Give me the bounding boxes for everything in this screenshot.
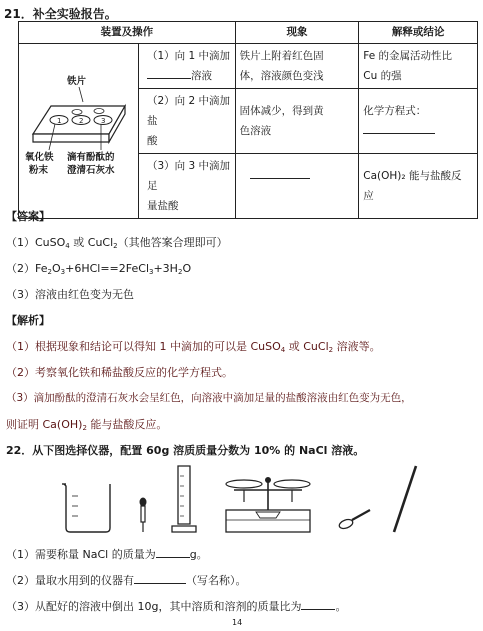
balance-scale-icon	[226, 477, 310, 532]
page-number: 14	[232, 618, 243, 627]
dropper-icon	[140, 498, 147, 533]
explanation-2-line2	[363, 121, 473, 141]
phenomenon-2-line1: 固体减少，得到黄	[239, 105, 324, 117]
label-limewater: 澄清石灰水	[67, 165, 115, 176]
header-explanation: 解释或结论	[359, 22, 478, 44]
well-number-3: 3	[101, 117, 106, 125]
q22-sub-2: （2）量取水用到的仪器有 （写名称）。	[6, 574, 247, 587]
answer-1: （1）CuSO$_4$ 或 CuCl$_2$（其他答案合理即可）	[6, 236, 228, 250]
answer-blank-1[interactable]	[147, 67, 191, 79]
question-21-title: 21．补全实验报告。	[4, 7, 117, 21]
phenomenon-1-line2: 体，溶液颜色变浅	[239, 70, 324, 82]
table-header-row	[19, 22, 478, 44]
operation-cell-3	[138, 154, 235, 219]
answer-tag: 【答案】	[6, 210, 50, 223]
operation-cell-1	[138, 44, 235, 89]
answer-blank-equation[interactable]	[363, 122, 435, 134]
explanation-cell-3	[359, 154, 478, 219]
well-plate-diagram	[19, 64, 137, 190]
phenomenon-3-line1	[240, 166, 355, 186]
q22-sub-3: （3）从配好的溶液中倒出 10g，其中溶质和溶剂的质量比为 。	[6, 600, 347, 613]
label-powder: 粉末	[29, 165, 49, 176]
explanation-cell-1	[359, 44, 478, 89]
label-iron-sheet: 铁片	[67, 76, 87, 87]
phenomenon-cell-2	[235, 89, 359, 154]
answer-blank-ratio[interactable]	[301, 598, 335, 610]
spatula-icon	[338, 510, 370, 530]
answer-2: $(2)Fe_2O_3+6HCl==2FeCl_3+3H_2O$	[6, 262, 192, 276]
header-phenomenon: 现象	[235, 22, 359, 44]
analysis-2: （2）考察氧化铁和稀盐酸反应的化学方程式。	[6, 366, 233, 379]
operation-1-line2: 溶液	[147, 66, 231, 86]
glass-rod-icon	[394, 466, 416, 532]
explanation-3-line2: 应	[363, 190, 374, 202]
operation-3-line2: 量盐酸	[146, 200, 179, 212]
operation-3-line1: （3）向 3 中滴加足	[146, 160, 231, 192]
well-number-2: 2	[79, 117, 84, 125]
operation-2-line2: 酸	[146, 135, 158, 147]
explanation-1-line1: Fe 的金属活动性比	[363, 50, 453, 62]
header-apparatus: 装置及操作	[19, 22, 236, 44]
explanation-3-line1: Ca(OH)₂ 能与盐酸反	[363, 170, 462, 182]
answer-blank-phenomenon[interactable]	[250, 167, 310, 179]
answer-blank-instrument[interactable]	[134, 572, 186, 584]
analysis-3: （3）滴加酚酞的澄清石灰水会呈红色，向溶液中滴加足量的盐酸溶液由红色变为无色，	[6, 392, 412, 404]
instruments-figure	[20, 462, 470, 536]
experiment-report-table	[18, 21, 478, 219]
label-iron-oxide: 氧化铁	[25, 152, 54, 163]
operation-cell-2	[138, 89, 235, 154]
explanation-1-line2: Cu 的强	[363, 70, 402, 82]
well-number-1: 1	[57, 117, 62, 125]
phenomenon-1-line1: 铁片上附着红色固	[239, 50, 324, 62]
analysis-tag: 【解析】	[6, 314, 50, 327]
answer-blank-mass[interactable]	[156, 546, 190, 558]
table-row-1	[19, 44, 478, 89]
operation-1-line1: （1）向 1 中滴加	[146, 50, 231, 62]
graduated-cylinder-icon	[172, 466, 196, 532]
label-phenolphthalein: 滴有酚酞的	[67, 152, 115, 163]
analysis-1: （1）根据现象和结论可以得知 1 中滴加的可以是 CuSO$_4$ 或 CuCl$_2$ 溶液等。	[6, 340, 381, 354]
answer-3: （3）溶液由红色变为无色	[6, 288, 134, 301]
phenomenon-2-line2: 色溶液	[239, 125, 272, 137]
beaker-icon	[62, 484, 110, 532]
question-22-title: 22．从下图选择仪器，配置 60g 溶质质量分数为 10% 的 NaCl 溶液。	[6, 444, 365, 457]
phenomenon-cell-3	[235, 154, 359, 219]
phenomenon-3-line2	[240, 186, 355, 206]
explanation-cell-2	[359, 89, 478, 154]
operation-2-line1: （2）向 2 中滴加盐	[146, 95, 231, 127]
phenomenon-cell-1	[235, 44, 359, 89]
analysis-4: 则证明 $Ca(OH)_2$ 能与盐酸反应。	[6, 418, 168, 432]
apparatus-diagram-cell	[19, 44, 139, 219]
explanation-2-line1: 化学方程式：	[363, 105, 427, 117]
q22-sub-1: （1）需要称量 NaCl 的质量为 g。	[6, 548, 208, 561]
